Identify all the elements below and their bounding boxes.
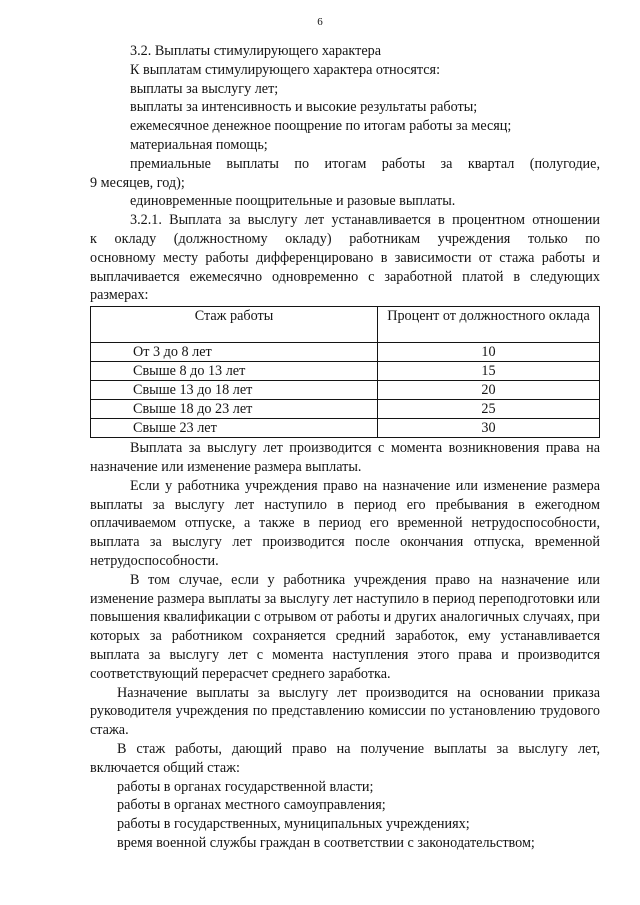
cell-percent: 20 xyxy=(378,381,600,400)
intro-line: К выплатам стимулирующего характера относятся: xyxy=(130,61,441,78)
list-item: материальная помощь; xyxy=(130,136,268,153)
stazh-item: работы в органах местного самоуправления; xyxy=(117,797,386,814)
list-item: премиальные выплаты по итогам работы за квартал (полугодие, xyxy=(130,155,600,172)
table-header-row xyxy=(91,307,600,343)
table-row xyxy=(91,381,600,400)
list-item: единовременные поощрительные и разовые выплаты. xyxy=(130,193,456,210)
cell-percent: 15 xyxy=(378,362,600,381)
cell-experience: Свыше 13 до 18 лет xyxy=(91,381,378,400)
clause-321-line: 3.2.1. Выплата за выслугу лет устанавливается в процентном отношении xyxy=(130,212,600,229)
cell-experience: Свыше 23 лет xyxy=(91,419,378,438)
paragraph: В стаж работы, дающий право на получение выплаты за выслугу лет, включается общий стаж: xyxy=(90,740,600,776)
paragraph: Выплата за выслугу лет производится с момента возникновения права на назначение или изменение размера выплаты. xyxy=(90,440,600,475)
clause-321-line: размерах: xyxy=(90,287,149,304)
cell-experience: Свыше 18 до 23 лет xyxy=(91,400,378,419)
table-row xyxy=(91,343,600,362)
list-item: ежемесячное денежное поощрение по итогам работы за месяц; xyxy=(130,118,512,135)
section-title: 3.2. Выплаты стимулирующего характера xyxy=(130,43,382,59)
clause-321-line: выплачивается ежемесячно одновременно с заработной платой в следующих xyxy=(90,268,600,285)
list-item: выплаты за интенсивность и высокие результаты работы; xyxy=(130,99,478,116)
clause-321-line: к окладу (должностному окладу) работникам учреждения только по xyxy=(90,230,600,247)
table-row xyxy=(91,419,600,438)
stazh-item: работы в государственных, муниципальных учреждениях; xyxy=(117,816,470,833)
table-row xyxy=(91,362,600,381)
stazh-item: работы в органах государственной власти; xyxy=(117,778,374,795)
list-item: выплаты за выслугу лет; xyxy=(130,80,279,97)
cell-experience: Свыше 8 до 13 лет xyxy=(91,362,378,381)
clause-321-line: основному месту работы дифференцировано в зависимости от стажа работы и xyxy=(90,249,600,266)
cell-percent: 30 xyxy=(378,419,600,438)
table-row xyxy=(91,400,600,419)
paragraph: Если у работника учреждения право на назначение или изменение размера выплаты за выслугу лет наступило в период его пребывания в ежегодном оплачиваемом отпуске, а также в период его временной нетрудоспособности, выплата за выслугу лет производится после окончания отпуска, временной нетрудоспособности. xyxy=(90,477,600,569)
document-body xyxy=(90,42,600,853)
paragraph: В том случае, если у работника учреждения право на назначение или изменение размера выплаты за выслугу лет наступило в период переподготовки или повышения квалификации с отрывом от работы и других аналогичных случаях, при которых за работником сохраняется средний заработок, ему устанавливается выплата за выслугу лет с момента наступления этого права и производится соответствующий перерасчет среднего заработка. xyxy=(90,571,600,682)
header-experience: Стаж работы xyxy=(91,307,378,343)
cell-percent: 25 xyxy=(378,400,600,419)
header-percent: Процент от должностного оклада xyxy=(378,307,600,343)
cell-experience: От 3 до 8 лет xyxy=(91,343,378,362)
seniority-rates-table xyxy=(90,306,600,438)
list-item-continuation: 9 месяцев, год); xyxy=(90,174,185,191)
paragraph: Назначение выплаты за выслугу лет производится на основании приказа руководителя учреждения по представлению комиссии по установлению трудового стажа. xyxy=(90,684,600,739)
page-number: 6 xyxy=(317,16,323,28)
stazh-item: время военной службы граждан в соответствии с законодательством; xyxy=(117,834,535,851)
cell-percent: 10 xyxy=(378,343,600,362)
